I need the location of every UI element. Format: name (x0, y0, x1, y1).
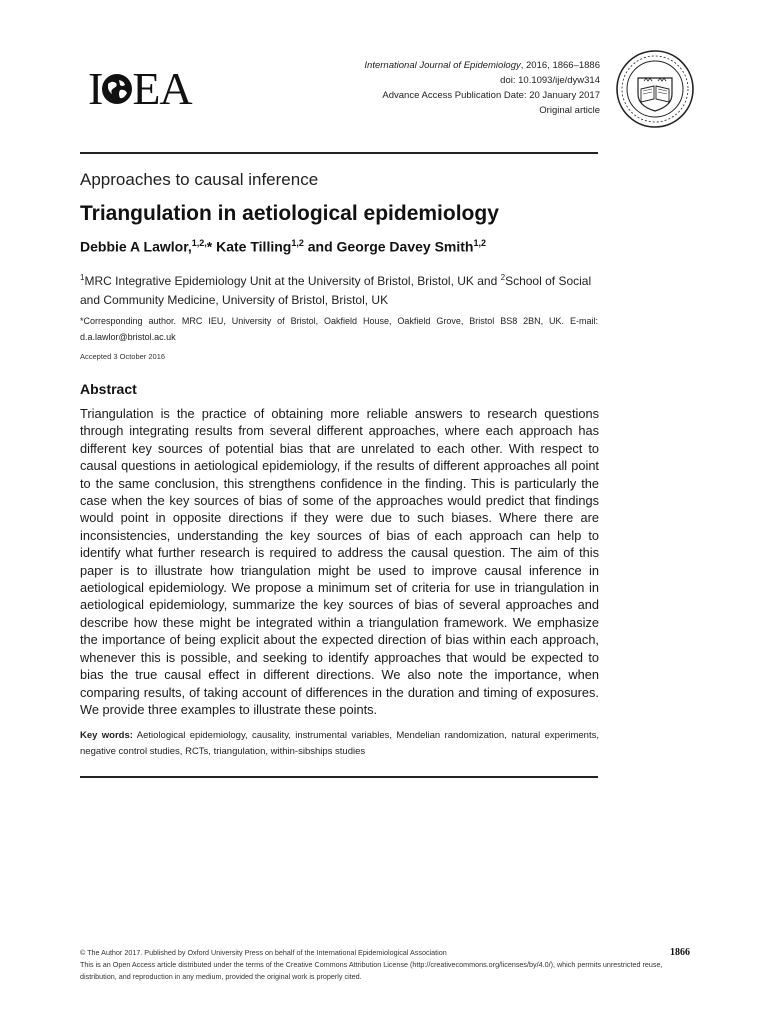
author-affiliation-marks: 1,2, (191, 238, 207, 248)
globe-icon (100, 72, 134, 106)
abstract-heading: Abstract (80, 381, 137, 397)
copyright-notice: © The Author 2017. Published by Oxford University Press on behalf of the International Epidemiological Association (80, 948, 447, 957)
author-affiliation-marks: 1,2 (473, 238, 486, 248)
affiliation-mark: 1 (80, 273, 85, 282)
ieа-logo (88, 63, 192, 114)
author-name: George Davey Smith (336, 238, 474, 255)
journal-name: International Journal of Epidemiology (364, 60, 521, 71)
journal-meta (364, 58, 600, 118)
abstract-body: Triangulation is the practice of obtaining more reliable answers to research questions through integrating results from several different approaches, where each approach has different key sources of potential bias that are unrelated to each other. With respect to causal questions in aetiological epidemiology, if the results of different approaches all point to the same conclusion, this strengthens confidence in the finding. This is particularly the case when the key sources of bias of some of the approaches would predict that findings would point in opposite directions if they were due to such biases. Where there are inconsistencies, understanding the key sources of bias of each approach can help to identify what further research is required to address the causal question. The aim of this paper is to illustrate how triangulation might be used to improve causal inference in aetiological epidemiology. We propose a minimum set of criteria for use in triangulation in aetiological epidemiology, summarize the key sources of bias of several approaches and describe how these might be integrated within a triangulation framework. We emphasize the importance of being explicit about the expected direction of bias within each approach, whenever this is possible, and seeking to identify approaches that would be expected to bias the true causal effect in different directions. We also note the importance, when comparing results, of taking account of differences in the duration and timing of exposures. We provide three examples to illustrate these points. (80, 406, 599, 717)
license-notice: This is an Open Access article distributed under the terms of the Creative Commons Attribution License (http://creativecommons.org/licenses/by/4.0/), which permits unrestricted reuse, distribution, and reproduction in any medium, provided the original work is properly cited. (80, 960, 663, 981)
page-footer (80, 947, 690, 983)
author-list (80, 238, 486, 255)
keywords-text: Aetiological epidemiology, causality, instrumental variables, Mendelian randomization, natural experiments, negative control studies, RCTs, triangulation, within-sibships studies (80, 730, 599, 757)
accepted-date: Accepted 3 October 2016 (80, 352, 166, 361)
logo-letters-ea: EA (132, 63, 192, 114)
author-name: Debbie A Lawlor, (80, 238, 192, 255)
section-label: Approaches to causal inference (80, 170, 319, 189)
author-separator: and (303, 238, 337, 255)
journal-volume: , 2016, 1866–1886 (520, 60, 600, 71)
author-separator: * (206, 238, 217, 255)
page-number: 1866 (670, 947, 690, 958)
oxford-university-press-seal-icon (614, 48, 696, 130)
keywords-rule (80, 776, 598, 778)
corresponding-author: *Corresponding author. MRC IEU, University of Bristol, Oakfield House, Oakfield Grove, Bristol BS8 2BN, UK. E-mail: d.a.lawlor@bristol.ac.uk (80, 316, 598, 342)
keywords (80, 728, 599, 760)
author-affiliation-marks: 1,2 (291, 238, 304, 248)
keywords-label: Key words: (80, 730, 133, 741)
article-type: Original article (539, 105, 600, 116)
author-name: Kate Tilling (216, 238, 292, 255)
affiliation-mark: 2 (500, 273, 506, 282)
journal-doi: doi: 10.1093/ije/dyw314 (500, 75, 600, 86)
affiliations (80, 268, 600, 310)
affiliation-text: MRC Integrative Epidemiology Unit at the University of Bristol, Bristol, UK and (84, 274, 501, 288)
logo-letter-i: I (88, 63, 103, 114)
affiliation-text: School of Social and Community Medicine, University of Bristol, Bristol, UK (80, 274, 592, 307)
header-rule (80, 152, 598, 154)
article-title: Triangulation in aetiological epidemiology (80, 202, 499, 225)
journal-citation (364, 58, 600, 73)
advance-access-date: Advance Access Publication Date: 20 January 2017 (382, 90, 600, 101)
